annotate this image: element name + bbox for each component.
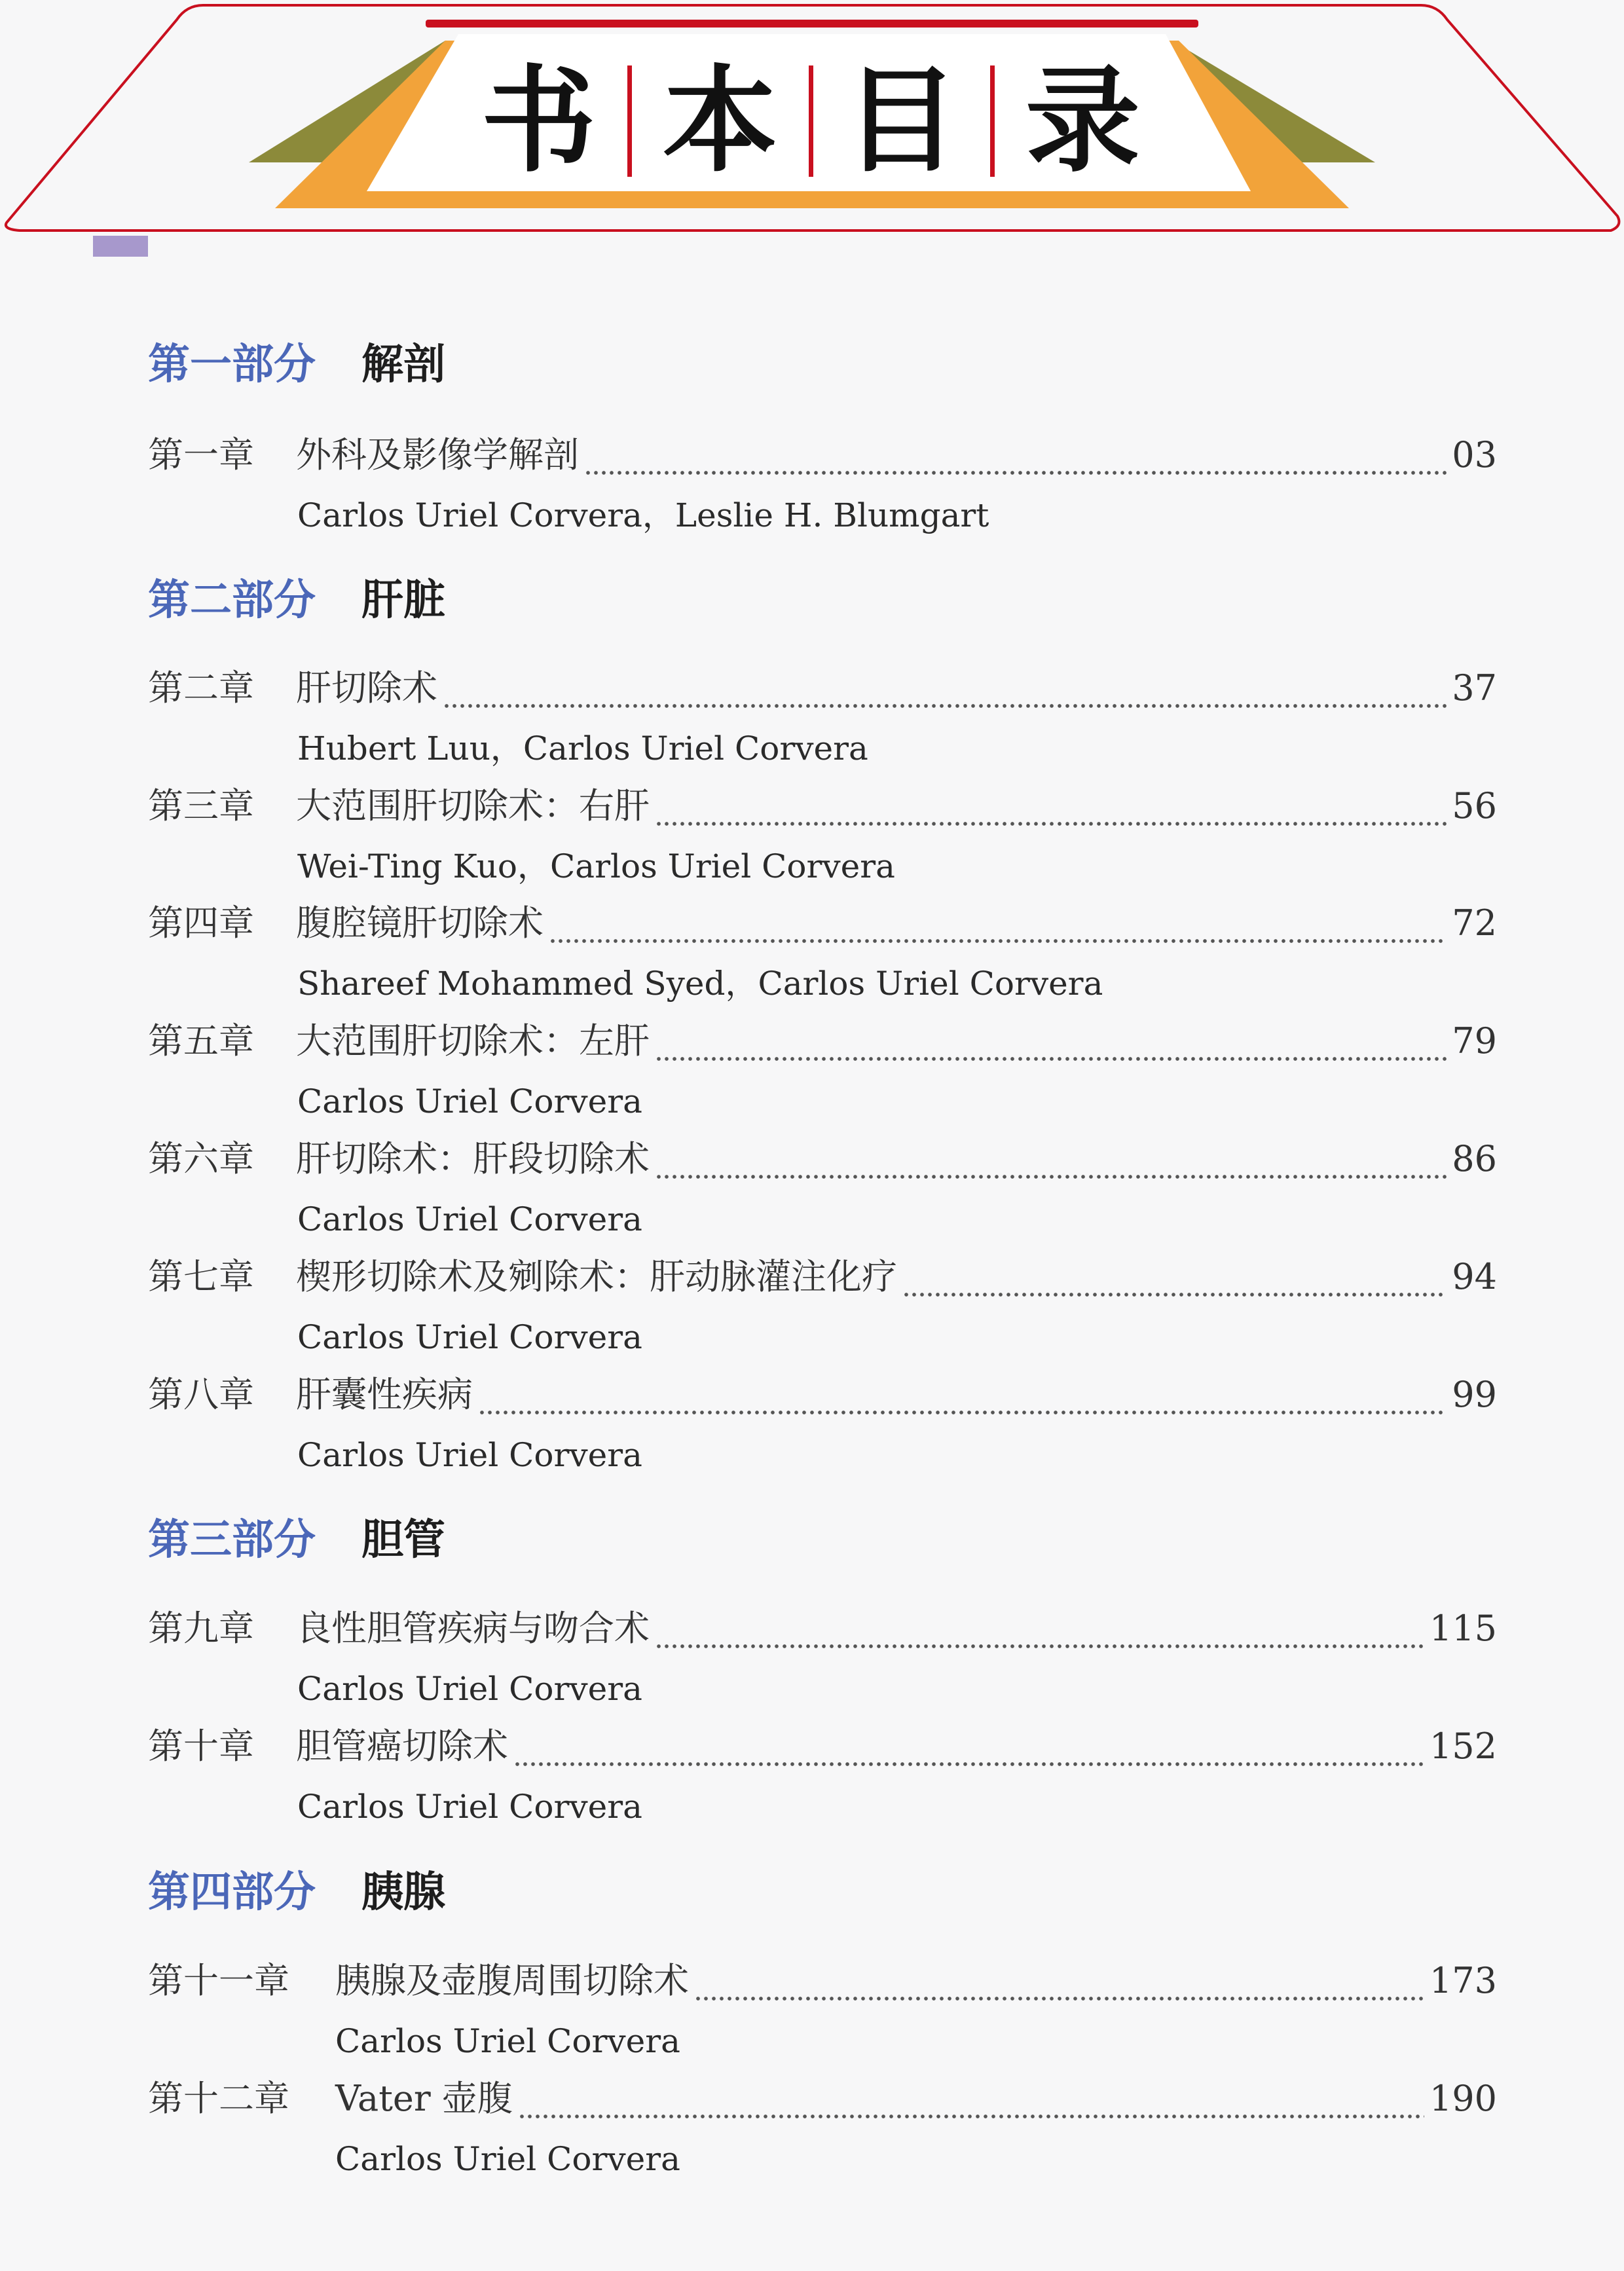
chapter-number: 第八章 <box>148 1374 254 1415</box>
accent-tab <box>93 236 148 257</box>
chapter-number: 第六章 <box>148 1138 254 1179</box>
chapter-number: 第二章 <box>148 667 254 709</box>
chapter-number: 第十一章 <box>148 1960 289 2001</box>
page-number: 37 <box>1452 667 1497 709</box>
part-number: 第二部分 <box>148 576 316 625</box>
chapter-title: 大范围肝切除术：左肝 <box>296 1020 650 1062</box>
chapter-authors: Shareef Mohammed Syed，Carlos Uriel Corvera <box>297 965 1103 1003</box>
page-number: 173 <box>1429 1960 1497 2001</box>
dot-leader <box>694 1997 1424 2001</box>
chapter-number: 第十二章 <box>148 2078 289 2119</box>
part-number: 第四部分 <box>148 1868 316 1917</box>
page-number: 152 <box>1429 1726 1497 1767</box>
page-number: 56 <box>1452 785 1497 826</box>
chapter-authors: Carlos Uriel Corvera <box>335 2140 680 2178</box>
chapter-number: 第九章 <box>148 1608 254 1649</box>
toc-entry[interactable] <box>148 1726 1497 1781</box>
chapter-authors: Carlos Uriel Corvera <box>297 1788 642 1826</box>
dot-leader <box>655 822 1447 826</box>
dot-leader <box>584 471 1447 475</box>
chapter-authors: Carlos Uriel Corvera <box>297 1436 642 1474</box>
toc-entry[interactable] <box>148 667 1497 723</box>
title-char: 书 <box>481 54 596 188</box>
chapter-authors: Hubert Luu，Carlos Uriel Corvera <box>297 729 868 767</box>
chapter-title: 楔形切除术及剜除术：肝动脉灌注化疗 <box>296 1256 897 1297</box>
chapter-number: 第五章 <box>148 1020 254 1062</box>
dot-leader <box>549 939 1447 943</box>
toc-entry[interactable] <box>148 1960 1497 2016</box>
chapter-title: 胰腺及壶腹周围切除术 <box>335 1960 689 2001</box>
page-number: 03 <box>1452 434 1497 475</box>
toc-entry[interactable] <box>148 1138 1497 1194</box>
dot-leader <box>655 1175 1447 1179</box>
chapter-title: 肝囊性疾病 <box>296 1374 473 1415</box>
title-separator <box>990 65 995 177</box>
dot-leader <box>513 1762 1424 1766</box>
toc-entry[interactable] <box>148 2078 1497 2133</box>
dot-leader <box>518 2114 1424 2118</box>
part-heading <box>148 576 445 625</box>
page-number: 72 <box>1452 902 1497 944</box>
chapter-number: 第十章 <box>148 1726 254 1767</box>
toc-entry[interactable] <box>148 434 1497 490</box>
title-separator <box>627 65 632 177</box>
chapter-number: 第一章 <box>148 434 254 475</box>
part-heading <box>148 1868 445 1917</box>
page-number: 99 <box>1452 1374 1497 1415</box>
chapter-number: 第七章 <box>148 1256 254 1297</box>
page-number: 94 <box>1452 1256 1497 1297</box>
title-char: 本 <box>663 54 777 188</box>
part-number: 第三部分 <box>148 1516 316 1564</box>
chapter-authors: Carlos Uriel Corvera <box>297 1670 642 1708</box>
toc-entry[interactable] <box>148 1256 1497 1312</box>
chapter-authors: Carlos Uriel Corvera <box>297 1200 642 1238</box>
chapter-number: 第四章 <box>148 902 254 944</box>
part-name: 胆管 <box>361 1516 445 1564</box>
part-name: 解剖 <box>361 341 445 389</box>
page-number: 86 <box>1452 1138 1497 1179</box>
chapter-title: 肝切除术 <box>296 667 437 709</box>
page-number: 115 <box>1429 1608 1497 1649</box>
chapter-authors: Wei-Ting Kuo，Carlos Uriel Corvera <box>297 847 895 885</box>
part-number: 第一部分 <box>148 341 316 389</box>
title-separator <box>809 65 813 177</box>
toc-entry[interactable] <box>148 1020 1497 1076</box>
chapter-title: 胆管癌切除术 <box>296 1726 508 1767</box>
chapter-authors: Carlos Uriel Corvera <box>297 1318 642 1356</box>
chapter-title: 腹腔镜肝切除术 <box>296 902 544 944</box>
title-char: 目 <box>844 54 959 188</box>
dot-leader <box>443 704 1447 708</box>
chapter-title: Vater 壶腹 <box>335 2078 513 2119</box>
dot-leader <box>655 1644 1424 1648</box>
chapter-number: 第三章 <box>148 785 254 826</box>
toc-entry[interactable] <box>148 1608 1497 1663</box>
dot-leader <box>902 1293 1447 1297</box>
toc-entry[interactable] <box>148 1374 1497 1430</box>
chapter-authors: Carlos Uriel Corvera <box>335 2022 680 2060</box>
banner-title <box>437 46 1184 196</box>
part-name: 胰腺 <box>361 1868 445 1917</box>
part-heading <box>148 341 445 389</box>
chapter-title: 良性胆管疾病与吻合术 <box>296 1608 650 1649</box>
chapter-title: 大范围肝切除术：右肝 <box>296 785 650 826</box>
part-name: 肝脏 <box>361 576 445 625</box>
toc-entry[interactable] <box>148 785 1497 841</box>
dot-leader <box>655 1057 1447 1061</box>
chapter-title: 肝切除术：肝段切除术 <box>296 1138 650 1179</box>
toc-entry[interactable] <box>148 902 1497 958</box>
chapter-authors: Carlos Uriel Corvera <box>297 1082 642 1120</box>
chapter-title: 外科及影像学解剖 <box>296 434 579 475</box>
page-number: 79 <box>1452 1020 1497 1062</box>
page-number: 190 <box>1429 2078 1497 2119</box>
header-banner <box>0 0 1624 249</box>
chapter-authors: Carlos Uriel Corvera，Leslie H. Blumgart <box>297 496 989 534</box>
part-heading <box>148 1516 445 1564</box>
dot-leader <box>478 1411 1447 1414</box>
title-char: 录 <box>1025 54 1140 188</box>
